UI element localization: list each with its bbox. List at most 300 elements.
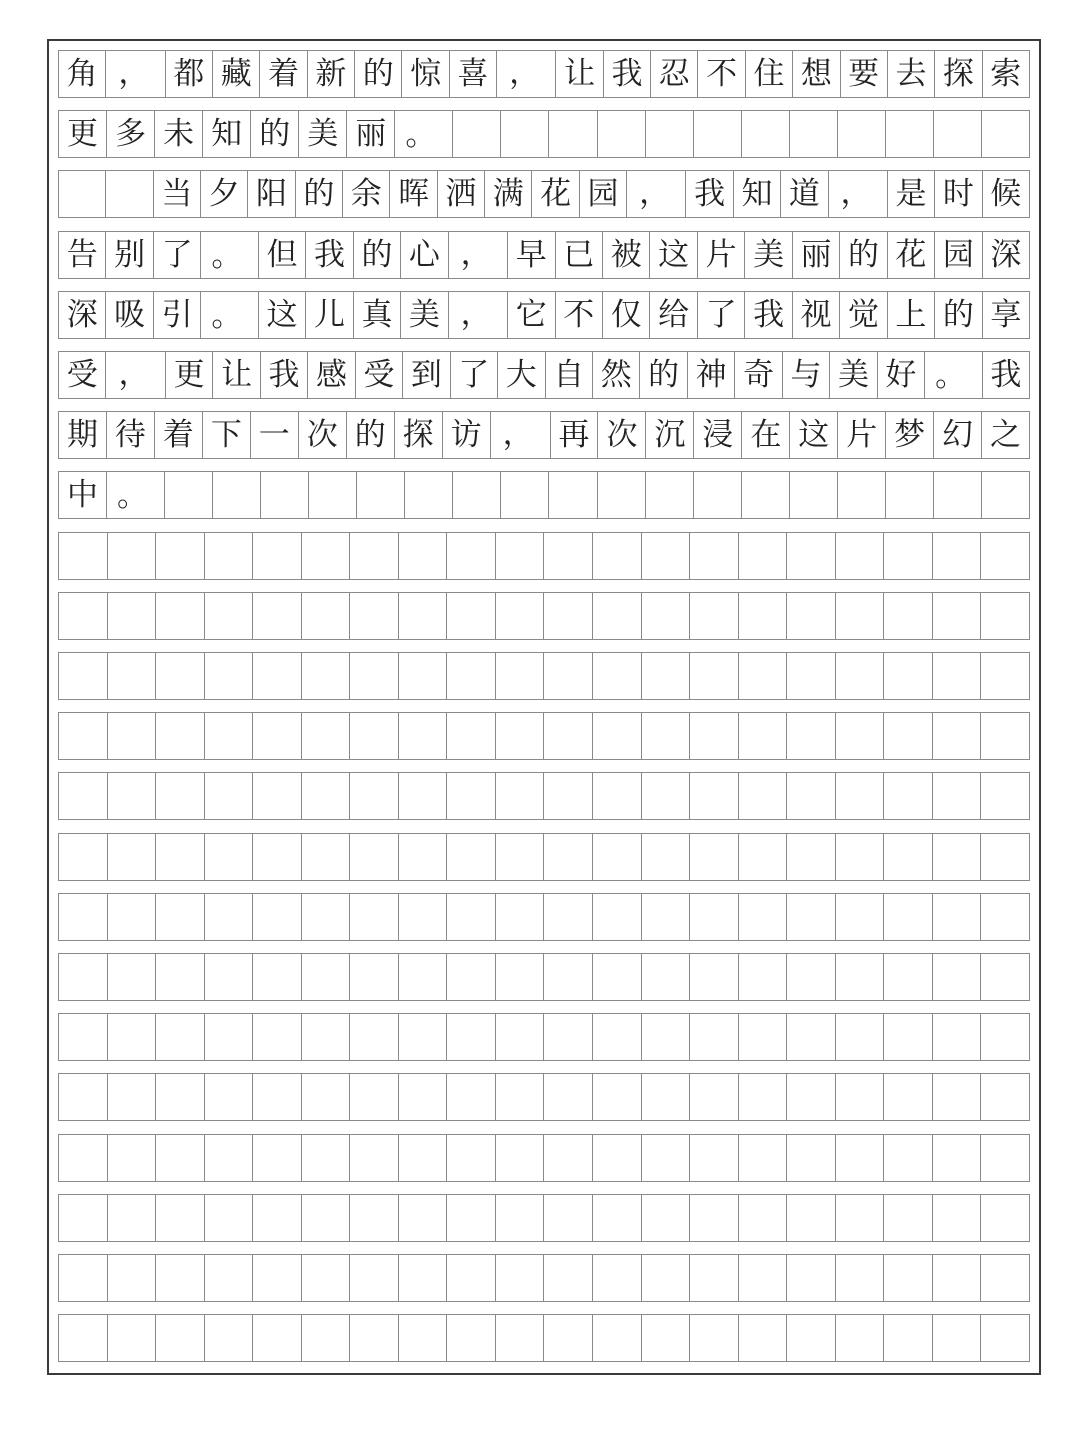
grid-cell	[301, 773, 350, 819]
grid-cell: 真	[353, 292, 400, 338]
grid-cell: 不	[555, 292, 602, 338]
grid-cell	[689, 1135, 738, 1181]
grid-cell	[398, 533, 447, 579]
grid-cell	[301, 1315, 350, 1361]
grid-cell	[301, 533, 350, 579]
grid-cell	[500, 472, 548, 518]
grid-cell	[786, 1255, 835, 1301]
grid-row	[58, 532, 1030, 580]
grid-cell: 在	[741, 412, 789, 458]
grid-cell	[495, 713, 544, 759]
grid-cell: 中	[67, 476, 99, 513]
grid-cell	[349, 713, 398, 759]
grid-cell	[689, 713, 738, 759]
grid-cell	[59, 1255, 107, 1301]
grid-cell: 着	[259, 51, 306, 97]
grid-cell: 喜	[449, 51, 496, 97]
grid-cell	[301, 1195, 350, 1241]
grid-cell	[786, 1195, 835, 1241]
grid-cell	[738, 533, 787, 579]
grid-cell	[398, 1255, 447, 1301]
grid-cell	[204, 713, 253, 759]
grid-cell	[592, 1315, 641, 1361]
grid-cell	[204, 894, 253, 940]
grid-cell	[883, 1255, 932, 1301]
grid-cell	[689, 1074, 738, 1120]
grid-cell	[835, 1135, 884, 1181]
grid-cell: 未	[154, 111, 202, 157]
grid-cell	[107, 954, 156, 1000]
grid-cell: 知	[202, 111, 250, 157]
grid-cell: 要	[840, 51, 887, 97]
grid-cell	[835, 1195, 884, 1241]
grid-cell	[495, 773, 544, 819]
grid-cell	[107, 653, 156, 699]
grid-cell	[883, 894, 932, 940]
grid-cell	[641, 1074, 690, 1120]
grid-cell	[689, 894, 738, 940]
grid-cell	[495, 1315, 544, 1361]
grid-cell	[932, 1135, 981, 1181]
grid-cell	[107, 533, 156, 579]
grid-cell: 一	[250, 412, 298, 458]
grid-cell	[980, 1074, 1029, 1120]
grid-cell	[592, 773, 641, 819]
grid-cell	[932, 713, 981, 759]
grid-cell: ，	[448, 232, 507, 278]
grid-cell	[446, 1074, 495, 1120]
grid-cell: 我	[685, 171, 732, 217]
grid-cell	[835, 533, 884, 579]
grid-cell	[446, 773, 495, 819]
grid-row	[58, 592, 1030, 640]
grid-cell	[446, 1315, 495, 1361]
grid-cell	[59, 171, 105, 217]
grid-cell	[59, 1195, 107, 1241]
grid-cell	[543, 1315, 592, 1361]
grid-cell	[349, 1074, 398, 1120]
grid-cell	[641, 1014, 690, 1060]
grid-cell	[592, 1014, 641, 1060]
grid-cell	[252, 1255, 301, 1301]
grid-cell	[641, 954, 690, 1000]
grid-row	[58, 50, 1030, 98]
grid-cell	[252, 1315, 301, 1361]
grid-cell	[349, 1255, 398, 1301]
grid-cell	[212, 472, 260, 518]
grid-row	[58, 1134, 1030, 1182]
grid-cell	[107, 593, 156, 639]
grid-cell	[786, 834, 835, 880]
grid-cell	[980, 1014, 1029, 1060]
grid-cell	[349, 1195, 398, 1241]
grid-cell	[446, 954, 495, 1000]
grid-cell: 忍	[650, 51, 697, 97]
grid-cell	[592, 593, 641, 639]
grid-cell	[689, 954, 738, 1000]
grid-cell	[641, 1195, 690, 1241]
grid-cell	[883, 1135, 932, 1181]
grid-cell: 园	[934, 232, 981, 278]
grid-cell	[446, 653, 495, 699]
grid-cell	[260, 472, 308, 518]
grid-cell	[446, 1195, 495, 1241]
grid-cell	[786, 1074, 835, 1120]
grid-cell	[155, 954, 204, 1000]
grid-cell	[786, 1014, 835, 1060]
grid-cell	[597, 111, 645, 157]
grid-cell	[252, 713, 301, 759]
grid-cell	[349, 1014, 398, 1060]
grid-cell: 的	[353, 232, 400, 278]
grid-cell	[786, 894, 835, 940]
grid-cell	[59, 1014, 107, 1060]
grid-cell: 惊	[401, 51, 448, 97]
grid-cell	[301, 1014, 350, 1060]
grid-cell	[883, 1074, 932, 1120]
grid-cell	[105, 171, 152, 217]
grid-cell	[835, 954, 884, 1000]
grid-cell	[107, 1014, 156, 1060]
grid-cell: 期	[66, 416, 98, 453]
grid-cell: ，	[626, 171, 685, 217]
grid-cell	[592, 954, 641, 1000]
grid-cell: 深	[66, 296, 98, 333]
grid-cell	[155, 773, 204, 819]
grid-cell	[543, 773, 592, 819]
grid-cell	[495, 1074, 544, 1120]
grid-cell	[981, 472, 1029, 518]
grid-cell	[592, 533, 641, 579]
grid-cell	[883, 653, 932, 699]
grid-cell	[543, 653, 592, 699]
grid-cell	[835, 1014, 884, 1060]
grid-cell	[59, 1074, 107, 1120]
grid-row	[58, 351, 1030, 399]
grid-cell	[398, 1195, 447, 1241]
grid-row	[58, 652, 1030, 700]
grid-cell	[107, 1255, 156, 1301]
grid-cell	[204, 773, 253, 819]
grid-cell	[883, 713, 932, 759]
grid-cell: 待	[106, 412, 154, 458]
grid-cell	[164, 472, 212, 518]
grid-cell	[446, 1255, 495, 1301]
grid-cell: 索	[982, 51, 1029, 97]
grid-cell	[349, 533, 398, 579]
grid-cell	[204, 1255, 253, 1301]
grid-cell	[252, 593, 301, 639]
grid-cell	[885, 111, 933, 157]
grid-cell	[204, 533, 253, 579]
grid-cell	[786, 533, 835, 579]
grid-cell: 我	[603, 51, 650, 97]
grid-cell: 多	[106, 111, 154, 157]
grid-cell: 下	[202, 412, 250, 458]
grid-cell: 美	[400, 292, 447, 338]
grid-cell: 次	[597, 412, 645, 458]
grid-cell: ，	[496, 51, 555, 97]
grid-cell	[59, 653, 107, 699]
grid-cell: 但	[258, 232, 305, 278]
grid-cell: 晖	[389, 171, 436, 217]
grid-cell: 儿	[305, 292, 352, 338]
grid-cell	[59, 894, 107, 940]
grid-cell: 阳	[247, 171, 294, 217]
grid-cell	[835, 894, 884, 940]
grid-cell: 当	[153, 171, 200, 217]
grid-cell: 再	[550, 412, 598, 458]
grid-cell	[738, 1135, 787, 1181]
grid-cell	[738, 894, 787, 940]
grid-cell	[107, 713, 156, 759]
grid-cell: 与	[782, 352, 829, 398]
grid-cell	[548, 111, 596, 157]
grid-cell	[495, 593, 544, 639]
grid-row	[58, 953, 1030, 1001]
grid-cell	[592, 713, 641, 759]
grid-cell	[980, 894, 1029, 940]
grid-cell	[446, 834, 495, 880]
grid-cell	[543, 834, 592, 880]
grid-cell: 丽	[792, 232, 839, 278]
grid-cell: 我	[260, 352, 307, 398]
grid-cell: 美	[744, 232, 791, 278]
grid-cell: 住	[745, 51, 792, 97]
grid-cell	[883, 773, 932, 819]
grid-cell	[641, 894, 690, 940]
grid-cell	[689, 533, 738, 579]
grid-cell	[689, 834, 738, 880]
grid-cell	[689, 1255, 738, 1301]
grid-cell	[349, 1135, 398, 1181]
grid-cell: 我	[305, 232, 352, 278]
grid-cell	[543, 1135, 592, 1181]
grid-cell	[883, 1315, 932, 1361]
grid-cell	[446, 593, 495, 639]
grid-cell	[495, 1255, 544, 1301]
grid-cell	[932, 653, 981, 699]
grid-cell	[689, 1315, 738, 1361]
grid-cell	[59, 713, 107, 759]
grid-cell	[59, 773, 107, 819]
grid-row	[58, 1013, 1030, 1061]
grid-cell	[835, 1074, 884, 1120]
grid-cell: 丽	[346, 111, 394, 157]
grid-row	[58, 1194, 1030, 1242]
grid-cell	[592, 1074, 641, 1120]
grid-cell: 花	[531, 171, 578, 217]
grid-cell	[932, 773, 981, 819]
grid-cell	[883, 1014, 932, 1060]
grid-cell	[155, 1135, 204, 1181]
grid-cell	[689, 1195, 738, 1241]
grid-cell	[883, 593, 932, 639]
grid-cell	[204, 1135, 253, 1181]
grid-cell	[308, 472, 356, 518]
grid-cell	[543, 954, 592, 1000]
grid-cell: 好	[877, 352, 924, 398]
grid-cell	[252, 894, 301, 940]
grid-cell: 角	[66, 55, 98, 92]
grid-cell	[446, 1135, 495, 1181]
grid-cell	[204, 1315, 253, 1361]
grid-cell	[738, 653, 787, 699]
grid-cell	[107, 1315, 156, 1361]
grid-cell	[446, 894, 495, 940]
grid-cell	[59, 954, 107, 1000]
grid-cell	[689, 593, 738, 639]
grid-cell	[693, 472, 741, 518]
grid-cell	[980, 773, 1029, 819]
grid-cell: 园	[579, 171, 626, 217]
grid-cell	[933, 111, 981, 157]
grid-cell	[738, 1195, 787, 1241]
grid-cell	[932, 894, 981, 940]
grid-cell	[980, 1255, 1029, 1301]
grid-cell	[933, 472, 981, 518]
grid-cell: 时	[934, 171, 981, 217]
grid-cell: 的	[295, 171, 342, 217]
grid-cell	[252, 1195, 301, 1241]
grid-cell	[738, 1014, 787, 1060]
grid-cell	[835, 834, 884, 880]
grid-cell: 去	[887, 51, 934, 97]
grid-cell	[981, 111, 1029, 157]
grid-cell	[932, 1014, 981, 1060]
grid-cell: 的	[346, 412, 394, 458]
grid-cell: 然	[592, 352, 639, 398]
grid-cell: 了	[450, 352, 497, 398]
grid-cell	[738, 1255, 787, 1301]
grid-cell: 了	[153, 232, 200, 278]
grid-cell	[592, 834, 641, 880]
grid-cell	[495, 834, 544, 880]
grid-cell	[835, 713, 884, 759]
grid-cell	[786, 954, 835, 1000]
grid-cell: 被	[602, 232, 649, 278]
grid-cell: 更	[67, 115, 99, 152]
grid-cell: 的	[839, 232, 886, 278]
grid-cell	[349, 653, 398, 699]
grid-cell	[349, 834, 398, 880]
grid-cell	[59, 1315, 107, 1361]
grid-cell	[301, 954, 350, 1000]
grid-cell: 余	[342, 171, 389, 217]
grid-cell: 受	[355, 352, 402, 398]
grid-cell: 候	[982, 171, 1029, 217]
grid-cell	[356, 472, 404, 518]
grid-cell: 之	[981, 412, 1029, 458]
grid-cell	[835, 1315, 884, 1361]
grid-cell: 了	[697, 292, 744, 338]
grid-cell	[107, 834, 156, 880]
grid-cell: 不	[697, 51, 744, 97]
grid-cell	[932, 1074, 981, 1120]
grid-cell: 美	[298, 111, 346, 157]
grid-cell	[543, 713, 592, 759]
grid-cell	[155, 1074, 204, 1120]
grid-cell: ，	[828, 171, 887, 217]
grid-cell	[883, 533, 932, 579]
grid-cell: 这	[649, 232, 696, 278]
grid-cell	[835, 653, 884, 699]
grid-cell: 它	[507, 292, 554, 338]
grid-cell: 大	[497, 352, 544, 398]
grid-cell	[446, 533, 495, 579]
grid-cell	[738, 954, 787, 1000]
grid-cell: 深	[982, 232, 1029, 278]
grid-cell	[786, 593, 835, 639]
grid-cell	[932, 1255, 981, 1301]
grid-cell: 已	[555, 232, 602, 278]
grid-cell: 到	[402, 352, 449, 398]
grid-cell	[980, 1135, 1029, 1181]
grid-cell	[155, 653, 204, 699]
grid-cell	[592, 1195, 641, 1241]
grid-cell	[543, 1074, 592, 1120]
grid-cell	[252, 773, 301, 819]
grid-cell	[301, 1074, 350, 1120]
grid-cell	[980, 1315, 1029, 1361]
grid-cell: 觉	[839, 292, 886, 338]
grid-row	[58, 471, 1030, 519]
grid-cell	[349, 1315, 398, 1361]
grid-cell	[738, 1315, 787, 1361]
grid-cell: 让	[555, 51, 602, 97]
grid-cell	[155, 894, 204, 940]
grid-cell: 的	[639, 352, 686, 398]
grid-cell	[543, 593, 592, 639]
grid-cell: 享	[982, 292, 1029, 338]
grid-cell	[883, 1195, 932, 1241]
grid-cell	[107, 1135, 156, 1181]
grid-cell	[597, 472, 645, 518]
grid-cell	[837, 472, 885, 518]
grid-cell: 这	[789, 412, 837, 458]
grid-cell	[932, 1195, 981, 1241]
grid-cell: ，	[105, 51, 164, 97]
grid-cell	[835, 1255, 884, 1301]
grid-cell	[592, 894, 641, 940]
grid-cell	[543, 533, 592, 579]
grid-cell: 受	[66, 356, 98, 393]
grid-cell	[204, 653, 253, 699]
grid-cell	[59, 1135, 107, 1181]
grid-cell	[446, 1014, 495, 1060]
grid-cell	[107, 1195, 156, 1241]
grid-cell: 片	[837, 412, 885, 458]
grid-cell	[495, 653, 544, 699]
grid-cell	[741, 111, 789, 157]
grid-cell	[59, 834, 107, 880]
grid-cell: 上	[887, 292, 934, 338]
grid-cell	[786, 1315, 835, 1361]
grid-cell	[349, 593, 398, 639]
grid-cell	[641, 653, 690, 699]
grid-cell	[398, 834, 447, 880]
grid-cell: 道	[780, 171, 827, 217]
grid-cell	[495, 894, 544, 940]
grid-cell	[543, 1014, 592, 1060]
grid-cell	[204, 834, 253, 880]
grid-cell: 。	[200, 232, 257, 278]
grid-cell	[301, 653, 350, 699]
grid-cell: 知	[733, 171, 780, 217]
grid-row	[58, 291, 1030, 339]
grid-cell	[592, 1135, 641, 1181]
grid-cell: 感	[307, 352, 354, 398]
